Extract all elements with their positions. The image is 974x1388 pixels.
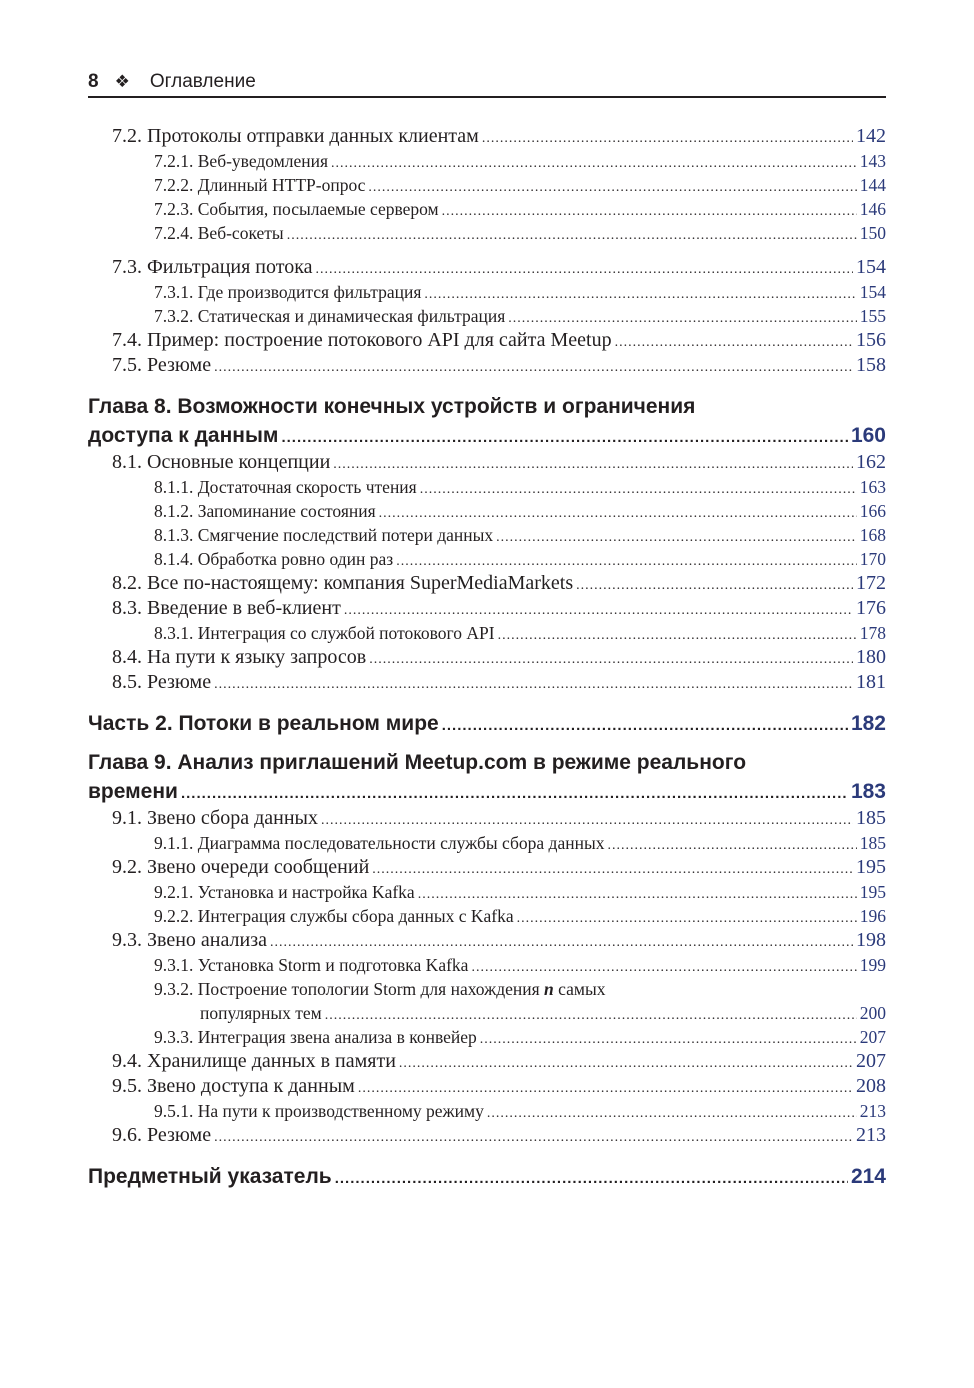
leader-dots (607, 834, 856, 858)
toc-entry-title: 8.3. Введение в веб-клиент (112, 597, 341, 619)
toc-entry-page: 172 (856, 572, 886, 594)
leader-dots (517, 907, 857, 931)
leader-dots (420, 478, 857, 502)
toc-entry[interactable] (88, 280, 886, 304)
toc-entry[interactable] (88, 855, 886, 880)
toc-entry-title: 8.1.2. Запоминание состояния (154, 501, 376, 521)
title-text: самых (553, 979, 606, 999)
toc-entry-page: 208 (856, 1075, 886, 1097)
leader-dots (368, 176, 856, 200)
leader-dots (496, 526, 857, 550)
toc-entry-page: 195 (859, 882, 886, 902)
toc-entry-page: 155 (859, 306, 886, 326)
toc-entry[interactable] (88, 1001, 886, 1025)
toc-entry[interactable] (88, 670, 886, 695)
title-text: 9.3.2. Построение топологии Storm для нахождения (154, 979, 545, 999)
leader-dots (487, 1102, 857, 1126)
toc-entry-page: 146 (859, 199, 886, 219)
toc-entry[interactable] (88, 547, 886, 571)
toc-entry-title: 9.3.3. Интеграция звена анализа в конвейер (154, 1027, 477, 1047)
toc-entry[interactable] (88, 880, 886, 904)
toc-entry-title: 7.2.4. Веб-сокеты (154, 223, 284, 243)
toc-entry[interactable] (88, 1074, 886, 1099)
part-entry[interactable] (88, 709, 886, 738)
toc-entry[interactable] (88, 571, 886, 596)
leader-dots (442, 200, 857, 224)
toc-entry[interactable] (88, 645, 886, 670)
toc-entry-page: 163 (859, 477, 886, 497)
toc-entry[interactable] (88, 904, 886, 928)
toc-entry-title: 9.6. Резюме (112, 1124, 212, 1146)
spacer (88, 1148, 886, 1162)
toc-entry-title: 9.1.1. Диаграмма последовательности службы сбора данных (154, 833, 605, 853)
toc-entry-title: 7.3.2. Статическая и динамическая фильтрация (154, 306, 506, 326)
toc-entry-title: 8.2. Все по-настоящему: компания SuperMediaMarkets (112, 572, 574, 594)
toc-entry-page: 158 (856, 354, 886, 376)
toc-entry[interactable] (88, 1123, 886, 1148)
toc-entry[interactable] (88, 304, 886, 328)
toc-entry[interactable] (88, 149, 886, 173)
toc-entry-page: 150 (859, 223, 886, 243)
leader-dots (335, 1164, 848, 1193)
toc-entry-page: 166 (859, 501, 886, 521)
leader-dots (270, 930, 853, 955)
leader-dots (333, 452, 853, 477)
leader-dots (442, 711, 848, 740)
leader-dots (498, 624, 857, 648)
toc-entry-page: 154 (856, 256, 886, 278)
toc-entry[interactable] (88, 1099, 886, 1123)
leader-dots (214, 355, 853, 380)
toc-entry-title: 7.2. Протоколы отправки данных клиентам (112, 125, 479, 147)
toc-entry[interactable] (88, 173, 886, 197)
toc-entry-page: 181 (856, 671, 886, 693)
toc-entry-page: 213 (856, 1124, 886, 1146)
leader-dots (181, 779, 848, 808)
toc-entry-page: 154 (859, 282, 886, 302)
toc-entry-page: 162 (856, 451, 886, 473)
toc-entry[interactable] (88, 831, 886, 855)
toc-entry-title: 8.1.3. Смягчение последствий потери данных (154, 525, 494, 545)
toc-entry-title: 8.1.1. Достаточная скорость чтения (154, 477, 417, 497)
toc-entry[interactable] (88, 450, 886, 475)
toc-entry-title: 9.3.1. Установка Storm и подготовка Kafka (154, 955, 469, 975)
toc-entry[interactable] (88, 928, 886, 953)
toc-entry-page: 160 (850, 424, 886, 447)
toc-entry-title: 7.2.3. События, посылаемые сервером (154, 199, 439, 219)
chapter-title-line[interactable]: Глава 9. Анализ приглашений Meetup.com в режиме реального (88, 751, 747, 774)
toc-entry-title: 9.2.1. Установка и настройка Kafka (154, 882, 415, 902)
toc-entry-page: 180 (856, 646, 886, 668)
toc-entry-page: 199 (859, 955, 886, 975)
toc-entry-title: 9.5.1. На пути к производственному режиму (154, 1101, 484, 1121)
leader-dots (344, 598, 853, 623)
toc-entry[interactable] (88, 621, 886, 645)
toc-entry-page: 182 (850, 712, 886, 735)
leader-dots (615, 330, 853, 355)
leader-dots (358, 1076, 853, 1101)
toc-entry-title: 9.5. Звено доступа к данным (112, 1075, 355, 1097)
toc-entry-title: Часть 2. Потоки в реальном мире (88, 712, 439, 735)
leader-dots (372, 857, 853, 882)
toc-entry[interactable] (88, 475, 886, 499)
toc-entry-page: 200 (859, 1003, 886, 1023)
leader-dots (576, 573, 853, 598)
page-number: 8 (88, 71, 99, 92)
toc-entry-page: 207 (859, 1027, 886, 1047)
toc-entry-title: 9.2. Звено очереди сообщений (112, 856, 370, 878)
toc-entry-page: 207 (856, 1050, 886, 1072)
toc-entry[interactable] (88, 1025, 886, 1049)
toc-entry[interactable] (88, 221, 886, 245)
toc-entry[interactable] (88, 124, 886, 149)
toc-entry-page: 142 (856, 125, 886, 147)
toc-entry-title: 7.2.1. Веб-уведомления (154, 151, 329, 171)
toc-entry-page: 185 (856, 807, 886, 829)
toc-entry-title: 8.5. Резюме (112, 671, 212, 693)
leader-dots (482, 126, 853, 151)
toc-entry-page: 156 (856, 329, 886, 351)
leader-dots (214, 1125, 853, 1150)
toc-entry-title: 7.4. Пример: построение потокового API для сайта Meetup (112, 329, 612, 351)
index-entry[interactable] (88, 1162, 886, 1191)
spacer (88, 378, 886, 392)
toc-entry-title: 8.1. Основные концепции (112, 451, 331, 473)
toc-entry-page: 213 (859, 1101, 886, 1121)
toc-entry-page: 183 (850, 780, 886, 803)
leader-dots (316, 257, 853, 282)
toc-entry-title: 7.3. Фильтрация потока (112, 256, 313, 278)
toc-entry[interactable] (88, 499, 886, 523)
chapter-entry[interactable] (88, 777, 886, 806)
toc-entry-title-line[interactable] (88, 977, 886, 1001)
toc-entry-page: 168 (859, 525, 886, 545)
toc-entry-title: 8.1.4. Обработка ровно один раз (154, 549, 394, 569)
toc-entry-title: доступа к данным (88, 424, 279, 447)
leader-dots (480, 1028, 857, 1052)
running-header (88, 68, 886, 98)
toc-entry-title: 9.3. Звено анализа (112, 929, 268, 951)
toc-entry[interactable] (88, 1049, 886, 1074)
toc-entry-page: 170 (859, 549, 886, 569)
toc-entry-page: 176 (856, 597, 886, 619)
toc-entry[interactable] (88, 328, 886, 353)
toc-entry-page: 178 (859, 623, 886, 643)
toc-entry-title: 7.2.2. Длинный HTTP-опрос (154, 175, 366, 195)
toc-entry-title: 9.1. Звено сбора данных (112, 807, 318, 829)
toc-entry-title: 7.5. Резюме (112, 354, 212, 376)
toc-entry-page: 185 (859, 833, 886, 853)
toc-entry[interactable] (88, 523, 886, 547)
toc-entry[interactable] (88, 953, 886, 977)
toc-entry-page: 214 (850, 1165, 886, 1188)
table-of-contents (88, 124, 886, 1191)
leader-dots (281, 423, 848, 452)
leader-dots (214, 672, 853, 697)
chapter-title-line[interactable]: Глава 8. Возможности конечных устройств и ограничения (88, 395, 696, 418)
toc-entry-title: 9.4. Хранилище данных в памяти (112, 1050, 396, 1072)
toc-entry[interactable] (88, 353, 886, 378)
toc-entry-page: 196 (859, 906, 886, 926)
toc-entry-title: времени (88, 780, 178, 803)
toc-entry-title: 8.3.1. Интеграция со службой потокового API (154, 623, 495, 643)
chapter-entry[interactable] (88, 421, 886, 450)
toc-entry-title: популярных тем (200, 1003, 322, 1023)
ornament-icon: ❖ (114, 72, 130, 91)
toc-entry-page: 195 (856, 856, 886, 878)
toc-entry[interactable] (88, 197, 886, 221)
toc-entry-title: 8.4. На пути к языку запросов (112, 646, 367, 668)
leader-dots (369, 647, 853, 672)
toc-entry-title: Предметный указатель (88, 1165, 332, 1188)
spacer (88, 695, 886, 709)
toc-entry-title: 9.2.2. Интеграция службы сбора данных с Kafka (154, 906, 514, 926)
leader-dots (321, 808, 853, 833)
toc-entry-title: 7.3.1. Где производится фильтрация (154, 282, 422, 302)
leader-dots (399, 1051, 853, 1076)
toc-entry[interactable] (88, 806, 886, 831)
leader-dots (331, 152, 857, 176)
header-title: Оглавление (149, 71, 256, 92)
toc-entry-page: 144 (859, 175, 886, 195)
toc-entry-page: 198 (856, 929, 886, 951)
toc-entry-page: 143 (859, 151, 886, 171)
leader-dots (287, 224, 857, 248)
italic-n: n (544, 979, 554, 999)
toc-entry[interactable] (88, 255, 886, 280)
toc-entry[interactable] (88, 596, 886, 621)
